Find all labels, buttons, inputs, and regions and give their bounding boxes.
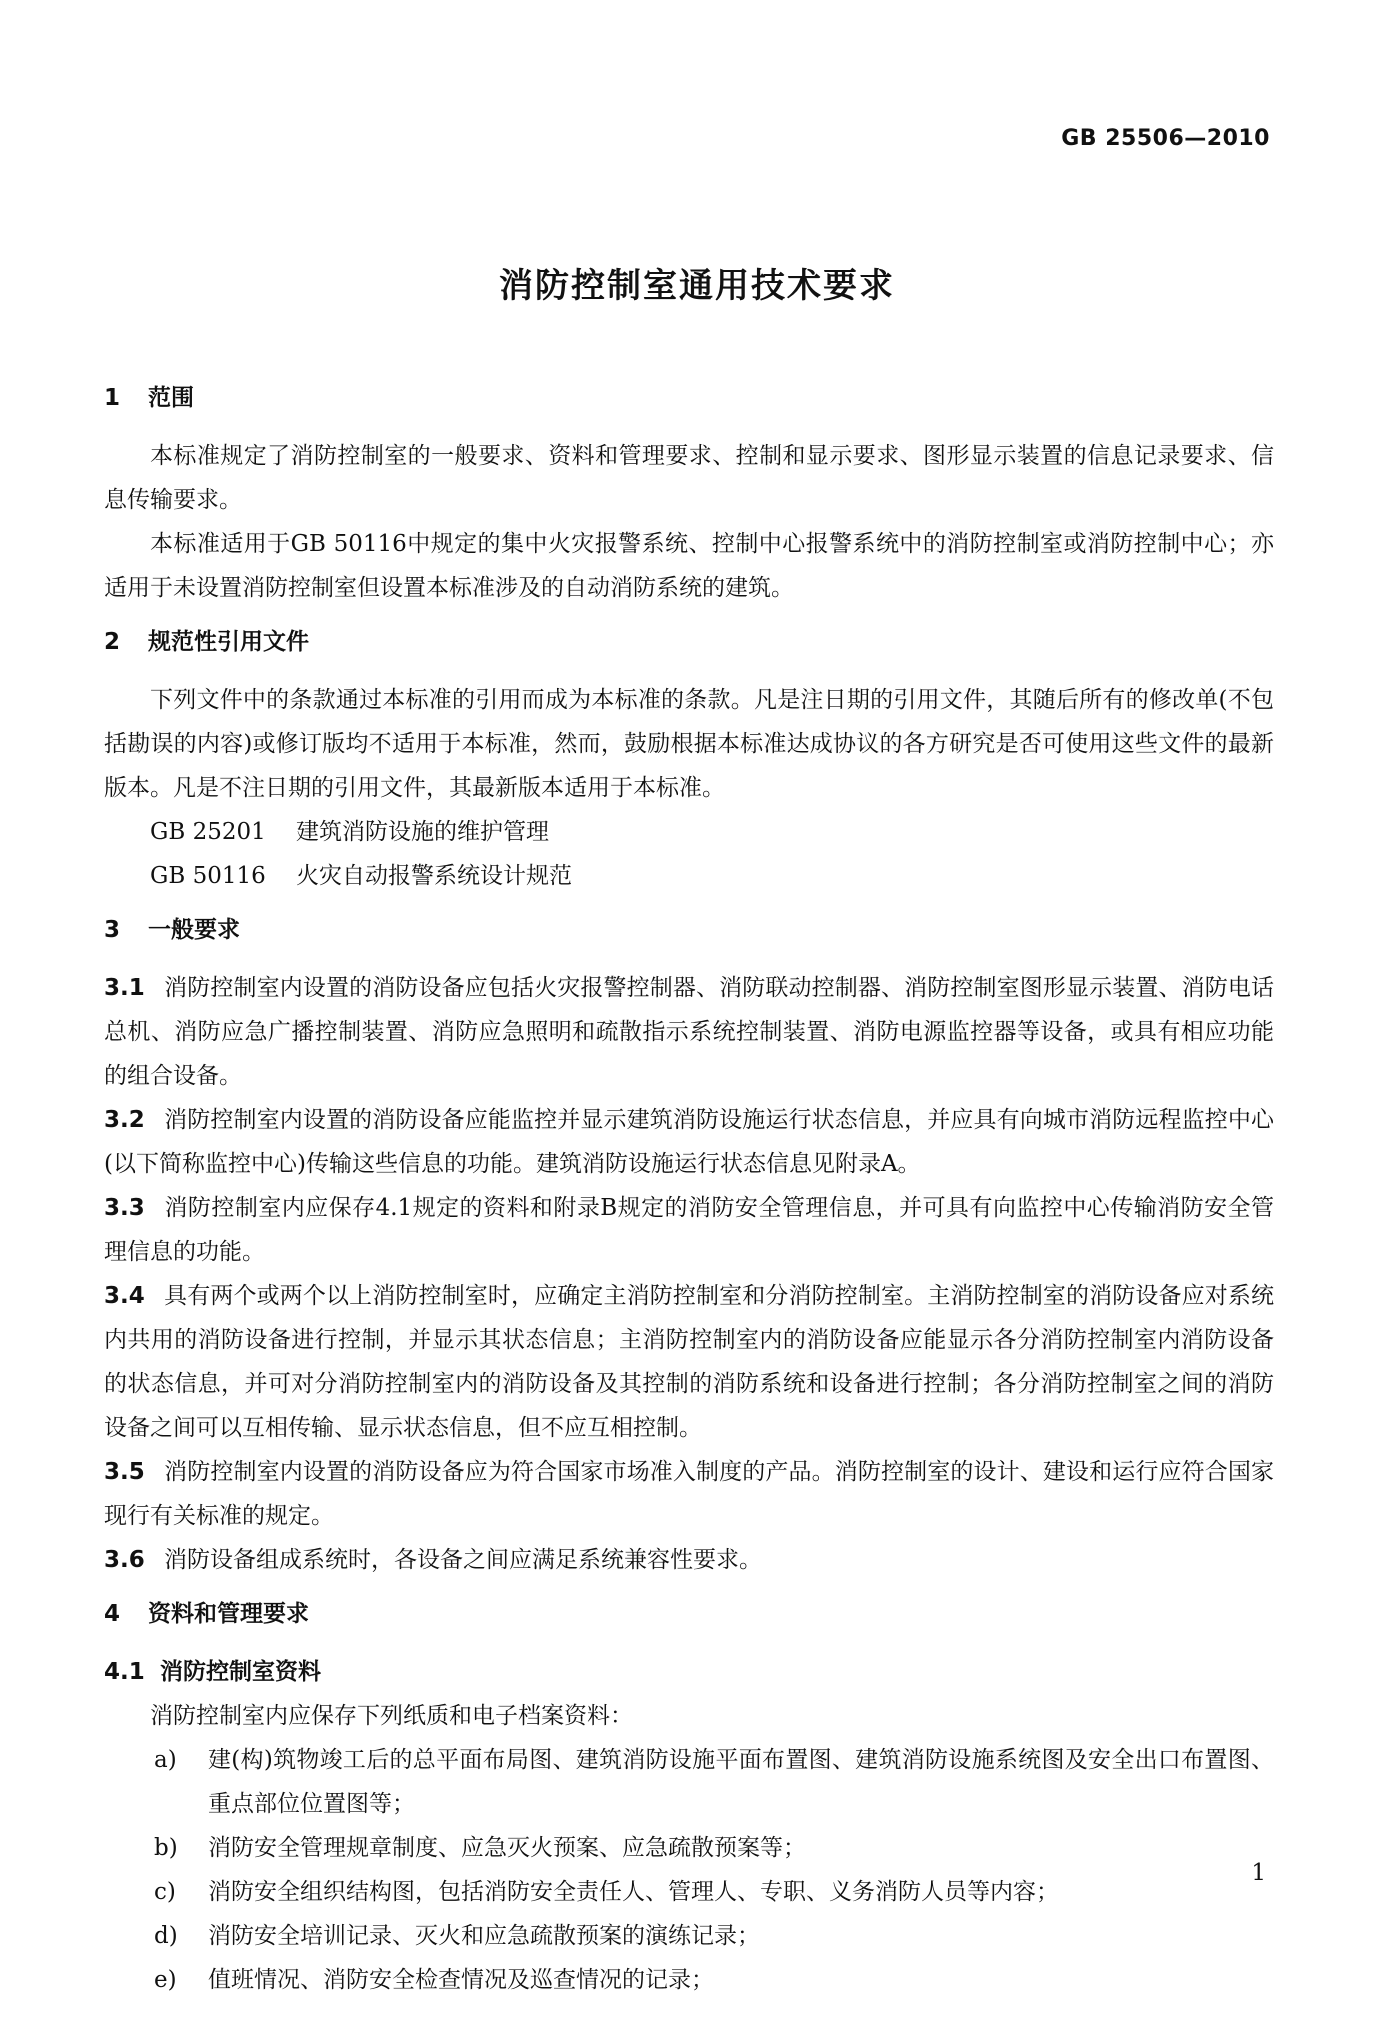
- subsection-number: 4.1: [104, 1659, 145, 1685]
- page-number: 1: [1251, 1860, 1266, 1886]
- clause-3-3: [104, 1186, 1274, 1274]
- clause-number: 3.5: [104, 1459, 145, 1485]
- list-item: [104, 1738, 1274, 1826]
- clause-number: 3.1: [104, 975, 145, 1001]
- section-1-heading: [104, 376, 1274, 420]
- list-item-text: 消防安全组织结构图，包括消防安全责任人、管理人、专职、义务消防人员等内容；: [208, 1879, 1059, 1905]
- subsection-4-1-heading: [104, 1650, 1274, 1694]
- section-1-paragraph: 本标准规定了消防控制室的一般要求、资料和管理要求、控制和显示要求、图形显示装置的信息记录要求、信息传输要求。: [104, 443, 1274, 513]
- reference-code: GB 25201: [150, 819, 266, 845]
- section-3-heading: [104, 908, 1274, 952]
- section-number: 1: [104, 385, 121, 411]
- section-2-heading: [104, 620, 1274, 664]
- clause-text: 消防控制室内设置的消防设备应为符合国家市场准入制度的产品。消防控制室的设计、建设和运行应符合国家现行有关标准的规定。: [104, 1459, 1274, 1529]
- list-item-text: 消防安全管理规章制度、应急灭火预案、应急疏散预案等；: [208, 1835, 806, 1861]
- section-title: 资料和管理要求: [148, 1601, 309, 1627]
- clause-3-4: [104, 1274, 1274, 1450]
- clause-number: 3.4: [104, 1283, 145, 1309]
- clause-text: 消防设备组成系统时，各设备之间应满足系统兼容性要求。: [164, 1547, 762, 1573]
- document-title: 消防控制室通用技术要求: [499, 266, 895, 306]
- subsection-title: 消防控制室资料: [160, 1659, 321, 1685]
- section-1-paragraph: 本标准适用于GB 50116中规定的集中火灾报警系统、控制中心报警系统中的消防控制室或消防控制中心；亦适用于未设置消防控制室但设置本标准涉及的自动消防系统的建筑。: [104, 531, 1274, 601]
- reference-item: [104, 810, 1274, 854]
- clause-3-1: [104, 966, 1274, 1098]
- clause-text: 消防控制室内设置的消防设备应包括火灾报警控制器、消防联动控制器、消防控制室图形显示装置、消防电话总机、消防应急广播控制装置、消防应急照明和疏散指示系统控制装置、消防电源监控器等设备，或具有相应功能的组合设备。: [104, 975, 1274, 1089]
- list-item: [104, 1870, 1274, 1914]
- list-marker: e): [154, 1967, 177, 1993]
- section-title: 一般要求: [148, 917, 240, 943]
- section-number: 3: [104, 917, 121, 943]
- clause-3-5: [104, 1450, 1274, 1538]
- reference-name: 火灾自动报警系统设计规范: [296, 863, 572, 889]
- clause-number: 3.2: [104, 1107, 145, 1133]
- clause-3-6: [104, 1538, 1274, 1582]
- standard-code: GB 25506—2010: [1061, 126, 1270, 151]
- list-marker: b): [154, 1835, 178, 1861]
- reference-item: [104, 854, 1274, 898]
- clause-number: 3.6: [104, 1547, 145, 1573]
- clause-number: 3.3: [104, 1195, 145, 1221]
- section-number: 2: [104, 629, 121, 655]
- section-title: 规范性引用文件: [148, 629, 309, 655]
- list-item-text: 值班情况、消防安全检查情况及巡查情况的记录；: [208, 1967, 714, 1993]
- list-marker: d): [154, 1923, 178, 1949]
- list-item: [104, 1826, 1274, 1870]
- clause-text: 消防控制室内应保存4.1规定的资料和附录B规定的消防安全管理信息，并可具有向监控中心传输消防安全管理信息的功能。: [104, 1195, 1274, 1265]
- subsection-intro: 消防控制室内应保存下列纸质和电子档案资料：: [150, 1703, 633, 1729]
- reference-code: GB 50116: [150, 863, 266, 889]
- list-item-text: 建(构)筑物竣工后的总平面布局图、建筑消防设施平面布置图、建筑消防设施系统图及安全出口布置图、重点部位位置图等；: [208, 1747, 1274, 1817]
- list-item: [104, 1914, 1274, 1958]
- clause-text: 消防控制室内设置的消防设备应能监控并显示建筑消防设施运行状态信息，并应具有向城市消防远程监控中心(以下简称监控中心)传输这些信息的功能。建筑消防设施运行状态信息见附录A。: [104, 1107, 1274, 1177]
- list-marker: a): [154, 1747, 177, 1773]
- list-marker: c): [154, 1879, 176, 1905]
- clause-3-2: [104, 1098, 1274, 1186]
- clause-text: 具有两个或两个以上消防控制室时，应确定主消防控制室和分消防控制室。主消防控制室的消防设备应对系统内共用的消防设备进行控制，并显示其状态信息；主消防控制室内的消防设备应能显示各分消防控制室内消防设备的状态信息，并可对分消防控制室内的消防设备及其控制的消防系统和设备进行控制；各分消防控制室之间的消防设备之间可以互相传输、显示状态信息，但不应互相控制。: [104, 1283, 1274, 1441]
- list-item-text: 消防安全培训记录、灭火和应急疏散预案的演练记录；: [208, 1923, 760, 1949]
- section-2-paragraph: 下列文件中的条款通过本标准的引用而成为本标准的条款。凡是注日期的引用文件，其随后所有的修改单(不包括勘误的内容)或修订版均不适用于本标准，然而，鼓励根据本标准达成协议的各方研究是否可使用这些文件的最新版本。凡是不注日期的引用文件，其最新版本适用于本标准。: [104, 687, 1274, 801]
- section-title: 范围: [148, 385, 194, 411]
- document-body: [104, 376, 1274, 2002]
- reference-name: 建筑消防设施的维护管理: [296, 819, 549, 845]
- section-4-heading: [104, 1592, 1274, 1636]
- list-item: [104, 1958, 1274, 2002]
- section-number: 4: [104, 1601, 121, 1627]
